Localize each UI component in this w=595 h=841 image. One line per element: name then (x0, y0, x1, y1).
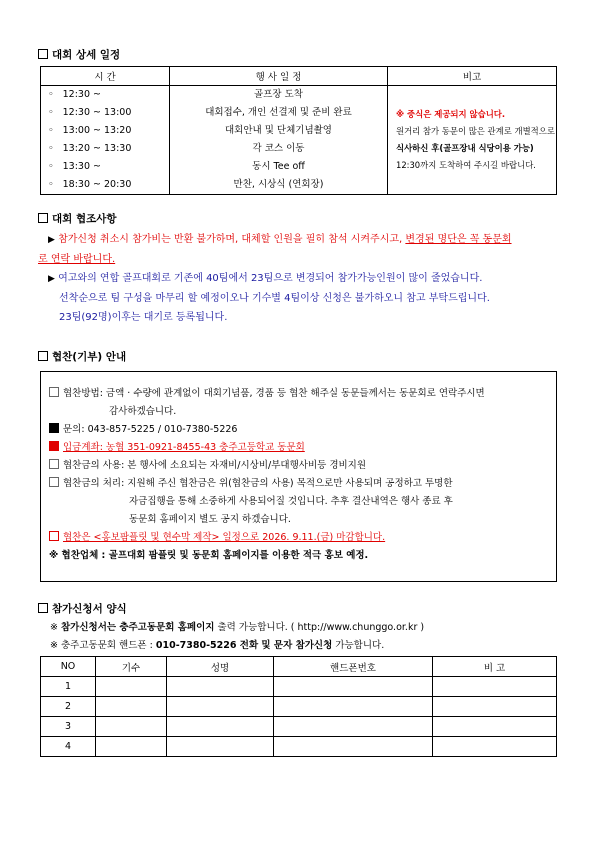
sponsorship-heading: 협찬(기부) 안내 (38, 349, 126, 364)
note-line: 식사하신 후(골프장내 식당이용 가능) (396, 143, 534, 153)
phone-cell[interactable] (274, 697, 433, 717)
checkbox-icon (49, 477, 59, 487)
table-row (41, 737, 557, 757)
row-number: 2 (41, 697, 96, 717)
class-cell[interactable] (96, 717, 167, 737)
activity-cell (170, 86, 388, 195)
sponsor-inquiry: 문의: 043-857-5225 / 010-7380-5226 (49, 421, 237, 439)
change-notice-cont: 로 연락 바랍니다. (38, 254, 116, 265)
checkbox-icon (49, 459, 59, 469)
name-cell[interactable] (167, 737, 274, 757)
remark-cell[interactable] (433, 717, 557, 737)
cancel-policy: 참가신청 취소시 참가비는 반환 불가하며, 대체할 인원을 필히 참석 시켜주시고, (58, 234, 403, 245)
phone-header: 핸드폰번호 (274, 657, 433, 677)
cooperation-body (38, 230, 563, 327)
arrow-right-icon: ▶ (48, 235, 55, 245)
name-cell[interactable] (167, 697, 274, 717)
sponsor-usage: 협찬금의 사용: 본 행사에 소요되는 자재비/시상비/부대행사비등 경비지원 (49, 457, 366, 475)
no-header: NO (41, 657, 96, 677)
sponsor-processing-cont: 동문회 홈페이지 별도 공지 하겠습니다. (129, 514, 291, 525)
schedule-time: ◦ 13:30 ~ (48, 161, 101, 172)
table-row (41, 697, 557, 717)
phone-cell[interactable] (274, 737, 433, 757)
class-cell[interactable] (96, 737, 167, 757)
schedule-time: ◦ 18:30 ~ 20:30 (48, 179, 132, 190)
homepage-note: ※ 참가신청서는 충주고동문회 홈페이지 출력 가능합니다. ( http://www.chunggo.or.kr ) (50, 622, 425, 633)
joint-tournament-notice: 여고와의 연합 골프대회로 기존에 40팀에서 23팀으로 변경되어 참가가능인원이 많이 줄었습니다. (58, 273, 483, 284)
sponsor-processing: 협찬금의 처리: 지원해 주신 협찬금은 위(협찬금의 사용) 목적으로만 사용되며 공정하고 투명한 (49, 475, 453, 493)
phone-cell[interactable] (274, 717, 433, 737)
class-header: 기수 (96, 657, 167, 677)
phone-cell[interactable] (274, 677, 433, 697)
checkbox-icon (49, 531, 59, 541)
class-cell[interactable] (96, 697, 167, 717)
table-row (41, 677, 557, 697)
sponsor-deadline: 협찬은 <홍보팜플릿 및 현수막 제작> 일정으로 2026. 9.11.(금) 마감합니다. (49, 529, 385, 547)
checkbox-icon (38, 603, 48, 613)
filled-square-icon (49, 441, 59, 451)
name-header: 성명 (167, 657, 274, 677)
arrow-right-icon: ▶ (48, 274, 55, 284)
event-header: 행 사 일 정 (170, 67, 388, 86)
sponsor-method-cont: 감사하겠습니다. (109, 406, 177, 417)
class-cell[interactable] (96, 677, 167, 697)
sponsor-method: 협찬방법: 금액 · 수량에 관계없이 대회기념품, 경품 등 협찬 해주실 동문들께서는 동문회로 연락주시면 (49, 385, 485, 403)
remark-cell[interactable] (433, 737, 557, 757)
schedule-table (40, 66, 557, 195)
sponsorship-box (40, 371, 557, 582)
note-line: 12:30까지 도착하여 주시길 바랍니다. (396, 160, 536, 170)
bullet-icon: ◦ (48, 161, 54, 172)
sponsor-account: 입금계좌: 농협 351-0921-8455-43 충주고등학교 동문회 (49, 439, 305, 457)
checkbox-icon (38, 351, 48, 361)
row-number: 4 (41, 737, 96, 757)
first-come-notice: 선착순으로 팀 구성을 마무리 할 예정이오나 기수별 4팀이상 신청은 불가하오니 참고 부탁드립니다. (59, 293, 490, 304)
filled-square-icon (49, 423, 59, 433)
name-cell[interactable] (167, 717, 274, 737)
schedule-activity: 각 코스 이동 (252, 143, 305, 154)
application-table (40, 656, 557, 757)
row-number: 3 (41, 717, 96, 737)
schedule-time: ◦ 13:00 ~ 13:20 (48, 125, 132, 136)
schedule-activity: 골프장 도착 (254, 89, 303, 100)
schedule-activity: 동시 Tee off (252, 161, 305, 172)
time-header: 시 간 (41, 67, 170, 86)
row-number: 1 (41, 677, 96, 697)
waitlist-notice: 23팀(92명)이후는 대기로 등록됩니다. (59, 312, 228, 323)
schedule-time: ◦ 13:20 ~ 13:30 (48, 143, 132, 154)
sponsor-processing-cont: 자금집행을 통해 소중하게 사용되어질 것입니다. 추후 결산내역은 행사 종료 후 (129, 496, 453, 507)
remark-header: 비 고 (433, 657, 557, 677)
schedule-time: ◦ 12:30 ~ (48, 89, 101, 100)
time-cell (41, 86, 170, 195)
schedule-activity: 대회안내 및 단체기념촬영 (225, 125, 332, 136)
schedule-time: ◦ 12:30 ~ 13:00 (48, 107, 132, 118)
note-header: 비고 (388, 67, 557, 86)
remark-cell[interactable] (433, 677, 557, 697)
note-cell (388, 86, 557, 195)
schedule-activity: 대회접수, 개인 선결제 및 준비 완료 (205, 107, 352, 118)
checkbox-icon (49, 387, 59, 397)
no-lunch-note: ※ 중식은 제공되지 않습니다. (396, 109, 506, 119)
bullet-icon: ◦ (48, 143, 54, 154)
cooperation-heading: 대회 협조사항 (38, 211, 117, 226)
application-heading: 참가신청서 양식 (38, 601, 127, 616)
note-line: 원거리 참가 동문이 많은 관계로 개별적으로 (396, 126, 555, 136)
phone-note: ※ 충주고동문회 핸드폰 : 010-7380-5226 전화 및 문자 참가신청 가능합니다. (50, 640, 385, 651)
bullet-icon: ◦ (48, 107, 54, 118)
schedule-heading: 대회 상세 일정 (38, 47, 120, 62)
name-cell[interactable] (167, 677, 274, 697)
bullet-icon: ◦ (48, 89, 54, 100)
bullet-icon: ◦ (48, 125, 54, 136)
bullet-icon: ◦ (48, 179, 54, 190)
table-row (41, 717, 557, 737)
remark-cell[interactable] (433, 697, 557, 717)
change-notice: 변경된 명단은 꼭 동문회 (405, 234, 512, 245)
schedule-activity: 만찬, 시상식 (연회장) (233, 179, 324, 190)
checkbox-icon (38, 213, 48, 223)
checkbox-icon (38, 49, 48, 59)
sponsor-promo: ※ 협찬업체 : 골프대회 팜플릿 및 동문회 홈페이지를 이용한 적극 홍보 예정. (49, 550, 369, 561)
